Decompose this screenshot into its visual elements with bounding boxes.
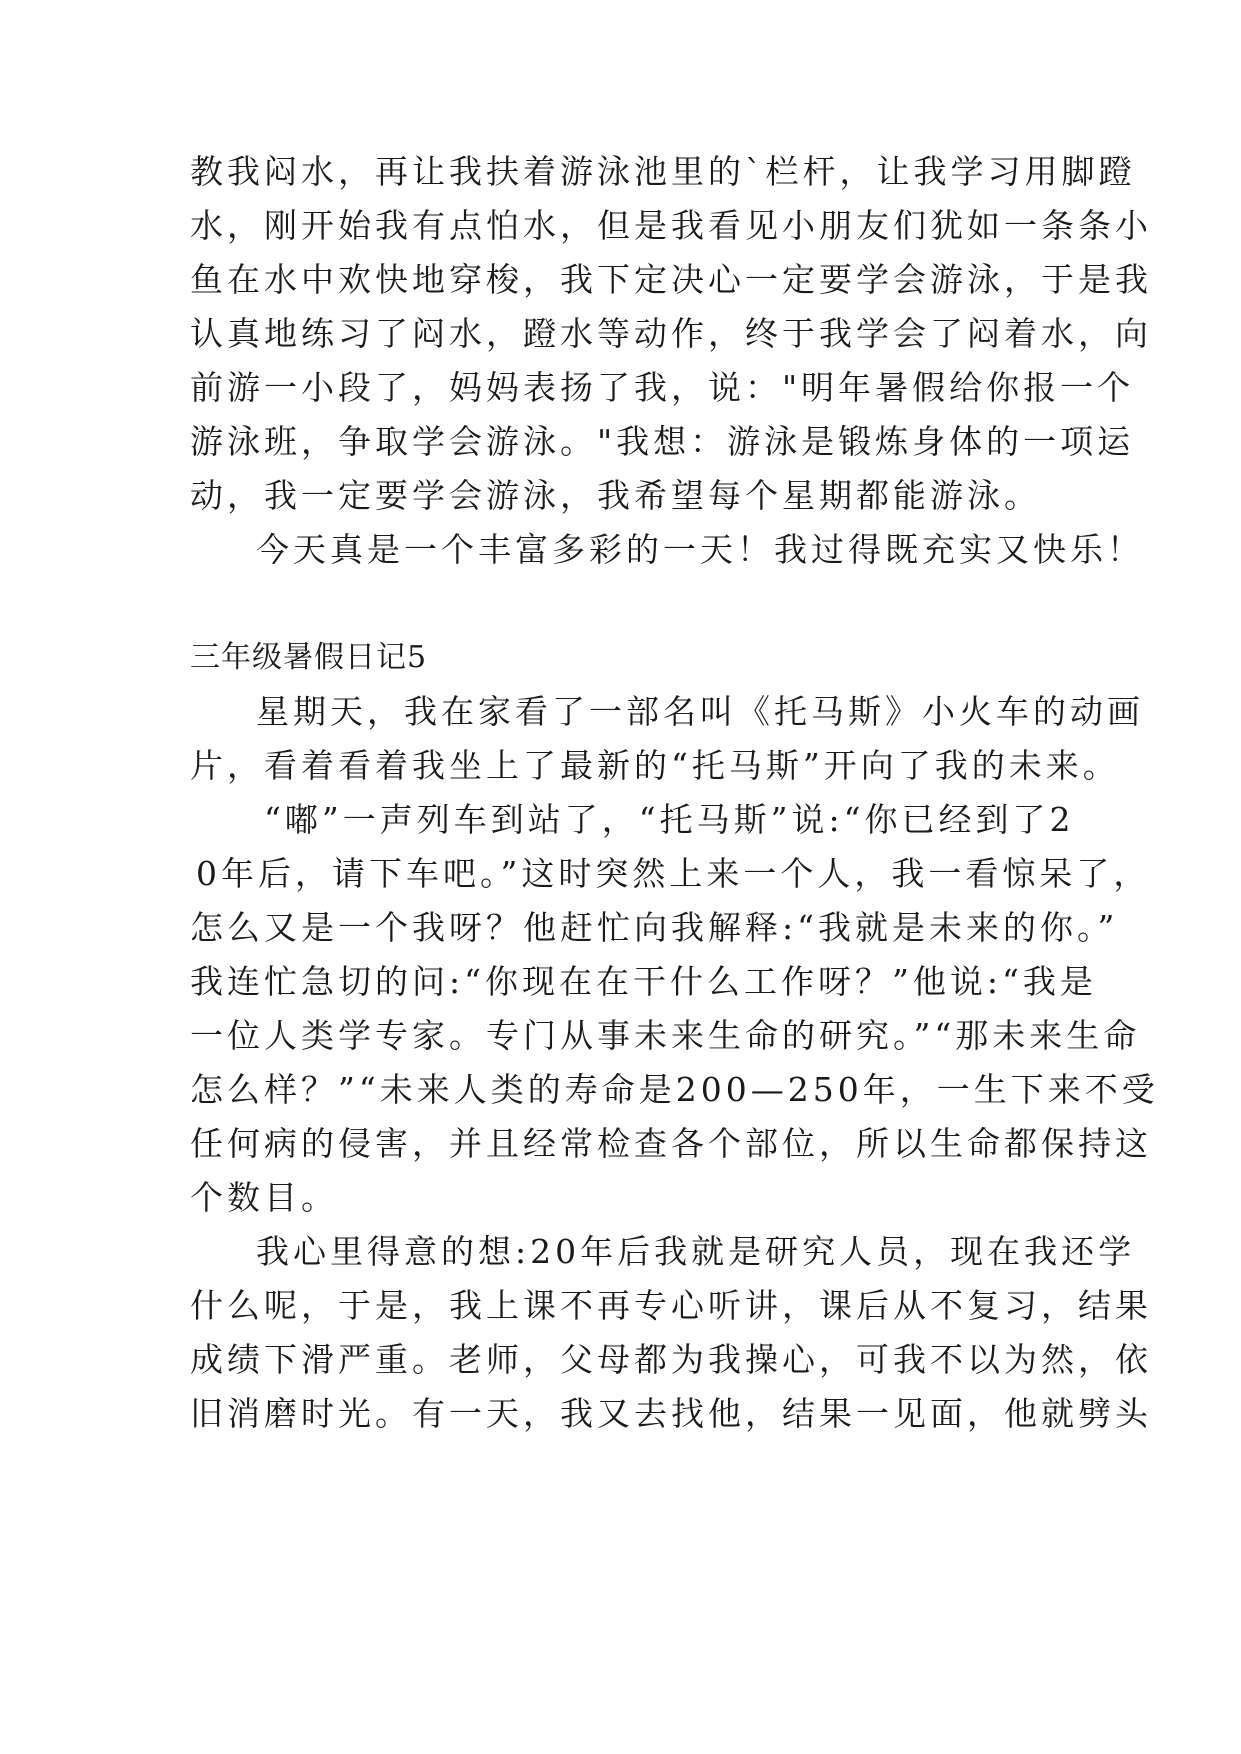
text-line: 怎么样？”“未来人类的寿命是200—250年，一生下来不受 (190, 1070, 1159, 1109)
text-line: 我心里得意的想:20年后我就是研究人员，现在我还学 (256, 1232, 1136, 1271)
text-line: 任何病的侵害，并且经常检查各个部位，所以生命都保持这 (190, 1124, 1152, 1163)
text-line: “嘟”一声列车到站了，“托马斯”说:“你已经到了2 (264, 800, 1075, 839)
text-line: 动，我一定要学会游泳，我希望每个星期都能游泳。 (190, 476, 1041, 515)
text-line: 怎么又是一个我呀？他赶忙向我解释:“我就是未来的你。” (190, 908, 1119, 947)
closing-line: 今天真是一个丰富多彩的一天！我过得既充实又快乐！ (256, 530, 1144, 569)
text-line: 前游一小段了，妈妈表扬了我，说："明年暑假给你报一个 (190, 368, 1135, 407)
text-line: 认真地练习了闷水，蹬水等动作，终于我学会了闷着水，向 (190, 314, 1152, 353)
text-line: 成绩下滑严重。老师，父母都为我操心，可我不以为然，依 (190, 1340, 1152, 1379)
text-line: 什么呢，于是，我上课不再专心听讲，课后从不复习，结果 (190, 1286, 1152, 1325)
text-line: 一位人类学专家。专门从事未来生命的研究。”“那未来生命 (190, 1016, 1141, 1055)
text-line: 鱼在水中欢快地穿梭，我下定决心一定要学会游泳，于是我 (190, 260, 1152, 299)
text-line: 0年后，请下车吧。”这时突然上来一个人，我一看惊呆了， (196, 854, 1151, 893)
section-heading: 三年级暑假日记5 (190, 640, 428, 675)
text-line: 水，刚开始我有点怕水，但是我看见小朋友们犹如一条条小 (190, 206, 1152, 245)
text-line: 星期天，我在家看了一部名叫《托马斯》小火车的动画 (256, 692, 1144, 731)
text-line: 旧消磨时光。有一天，我又去找他，结果一见面，他就劈头 (190, 1394, 1152, 1433)
text-line: 游泳班，争取学会游泳。"我想：游泳是锻炼身体的一项运 (190, 422, 1135, 461)
text-line: 我连忙急切的问:“你现在在干什么工作呀？”他说:“我是 (190, 962, 1097, 1001)
text-line: 个数目。 (190, 1178, 338, 1217)
text-line: 教我闷水，再让我扶着游泳池里的`栏杆，让我学习用脚蹬 (190, 152, 1136, 191)
text-line: 片，看着看着我坐上了最新的“托马斯”开向了我的未来。 (190, 746, 1120, 785)
